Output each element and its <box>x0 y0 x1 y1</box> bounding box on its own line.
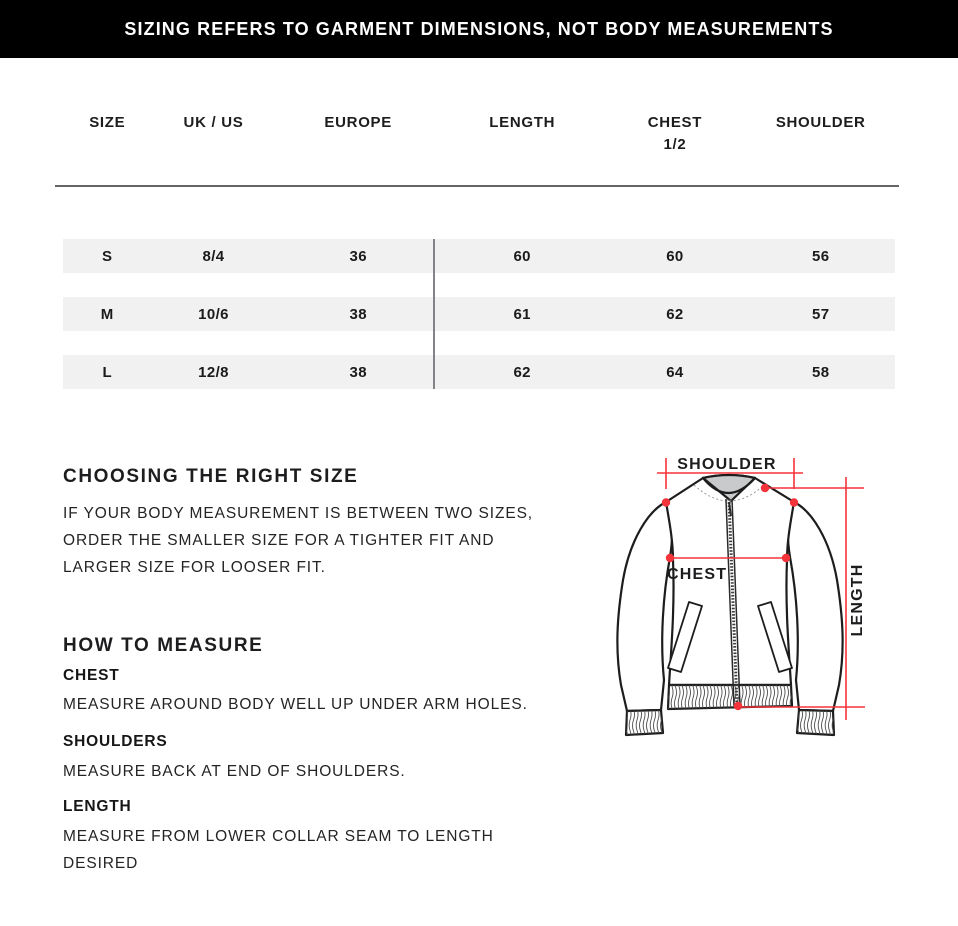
table-row-m <box>63 297 895 331</box>
body-line: ORDER THE SMALLER SIZE FOR A TIGHTER FIT AND <box>63 532 495 549</box>
col-header-shoulder: SHOULDER <box>775 114 866 131</box>
table-row-s <box>63 239 895 273</box>
left-sleeve <box>617 502 672 711</box>
dot-right-shoulder <box>790 498 798 506</box>
col-header-length: LENGTH <box>489 114 556 131</box>
diagram-shoulder-label: SHOULDER <box>677 456 777 473</box>
measure-shoulders-text: MEASURE BACK AT END OF SHOULDERS. <box>63 763 406 780</box>
cell-size: S <box>102 247 113 265</box>
dot-left-shoulder <box>662 498 670 506</box>
cell-length: 61 <box>513 305 531 323</box>
cell-europe: 38 <box>349 305 367 323</box>
right-sleeve <box>788 502 843 711</box>
dot-right-chest <box>782 554 790 562</box>
cell-chest-half: 62 <box>666 305 684 323</box>
jacket-measurement-diagram <box>590 445 890 745</box>
jacket-diagram-svg <box>590 445 890 745</box>
cell-chest-half: 64 <box>666 363 684 381</box>
col-header-size: SIZE <box>89 114 126 131</box>
cell-uk-us: 12/8 <box>198 363 229 381</box>
measure-length-text: MEASURE FROM LOWER COLLAR SEAM TO LENGTH DESIRED <box>63 828 494 872</box>
banner <box>0 0 958 58</box>
cell-size: M <box>100 305 114 323</box>
cell-chest-half: 60 <box>666 247 684 265</box>
cell-size: L <box>102 363 113 381</box>
size-table-header <box>63 112 895 156</box>
col-header-chest-half: CHEST 1/2 <box>647 114 703 153</box>
cell-europe: 38 <box>349 363 367 381</box>
table-row-l <box>63 355 895 389</box>
cell-shoulder: 58 <box>811 363 830 381</box>
body-line: IF YOUR BODY MEASUREMENT IS BETWEEN TWO SIZES, <box>63 505 534 522</box>
choosing-size-title: CHOOSING THE RIGHT SIZE <box>63 465 359 487</box>
dot-hem-bottom <box>734 702 742 710</box>
cell-uk-us: 10/6 <box>198 305 229 323</box>
dot-collar-seam <box>761 484 769 492</box>
cell-uk-us: 8/4 <box>202 247 225 265</box>
header-divider-line <box>55 185 899 187</box>
measure-length-label: LENGTH <box>63 798 132 815</box>
table-vertical-divider <box>433 239 435 389</box>
body-line: LARGER SIZE FOR LOOSER FIT. <box>63 559 326 576</box>
measure-shoulders-label: SHOULDERS <box>63 733 168 750</box>
banner-text: SIZING REFERS TO GARMENT DIMENSIONS, NOT BODY MEASUREMENTS <box>124 18 834 39</box>
choosing-size-body <box>63 500 533 581</box>
cell-shoulder: 56 <box>811 247 830 265</box>
cell-length: 60 <box>513 247 531 265</box>
measure-chest-text: MEASURE AROUND BODY WELL UP UNDER ARM HOLES. <box>63 696 528 713</box>
cell-length: 62 <box>513 363 531 381</box>
how-to-measure-title: HOW TO MEASURE <box>63 634 264 656</box>
diagram-chest-label: CHEST <box>667 566 728 583</box>
col-header-europe: EUROPE <box>324 114 392 131</box>
measure-chest-label: CHEST <box>63 667 120 684</box>
col-header-uk-us: UK / US <box>183 114 244 131</box>
cell-europe: 36 <box>349 247 367 265</box>
cell-shoulder: 57 <box>811 305 830 323</box>
dot-left-chest <box>666 554 674 562</box>
diagram-length-label: LENGTH <box>849 563 866 637</box>
